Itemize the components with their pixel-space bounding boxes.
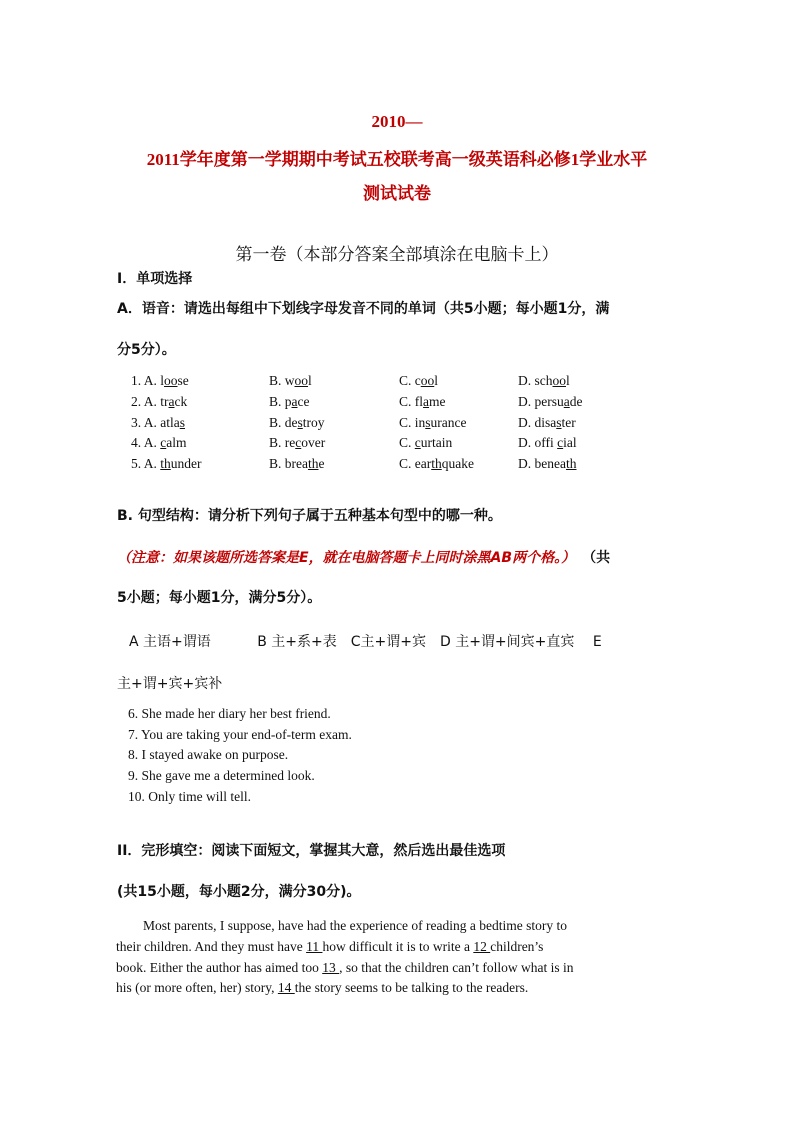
option-a: 4. A. calm <box>131 435 187 450</box>
underlined-letters: a <box>423 394 430 409</box>
underlined-letters: th <box>565 456 577 471</box>
cloze-blank: 11 <box>306 939 323 954</box>
option-c: C. insurance <box>399 415 467 430</box>
sentence-item: 7. You are taking your end-of-term exam. <box>128 727 352 742</box>
section2-sub: (共15小题，每小题2分，满分30分)。 <box>117 884 361 900</box>
partB-note-italic: （注意：如果该题所选答案是E，就在电脑答题卡上同时涂黑AB两个格。） <box>117 550 576 566</box>
sentence-item: 9. She gave me a determined look. <box>128 768 315 783</box>
sentence-type-options-line2: 主+谓+宾+宾补 <box>117 676 223 692</box>
underlined-letters: c <box>160 435 167 450</box>
underlined-letters: c <box>295 435 302 450</box>
underlined-letters: a <box>168 394 175 409</box>
underlined-letters: th <box>307 456 319 471</box>
underlined-letters: s <box>179 415 186 430</box>
underlined-letters: s <box>297 415 303 430</box>
sentence-item: 6. She made her diary her best friend. <box>128 706 331 721</box>
option-b: B. destroy <box>269 415 325 430</box>
underlined-letters: s <box>556 415 562 430</box>
underlined-letters: c <box>414 435 421 450</box>
cloze-blank: 13 <box>322 960 340 975</box>
passage-line: his (or more often, her) story, 14 the story seems to be talking to the readers. <box>116 980 529 995</box>
partA-instruction-line1: A．语音：请选出每组中下划线字母发音不同的单词（共5小题；每小题1分，满 <box>117 301 610 317</box>
option-d: D. persuade <box>518 394 583 409</box>
option-c: C. curtain <box>399 435 453 450</box>
partB-heading: B. 句型结构：请分析下列句子属于五种基本句型中的哪一种。 <box>117 508 502 524</box>
partB-note-line2: 5小题；每小题1分，满分5分）。 <box>117 590 322 606</box>
partA-instruction-line2: 分5分）。 <box>117 342 176 358</box>
option-d: D. school <box>518 373 570 388</box>
cloze-blank: 12 <box>473 939 491 954</box>
option-d: D. offi cial <box>518 435 577 450</box>
section2-heading <box>117 840 505 860</box>
option-d: D. beneath <box>518 456 577 471</box>
underlined-letters: oo <box>420 373 435 388</box>
title-line-2: 2011学年度第一学期期中考试五校联考高一级英语科必修1学业水平 <box>146 150 648 169</box>
underlined-letters: oo <box>294 373 309 388</box>
partB-note <box>117 547 610 567</box>
option-b: B. breathe <box>269 456 325 471</box>
underlined-letters: oo <box>164 373 178 388</box>
option-a: 2. A. track <box>131 394 188 409</box>
underlined-letters: oo <box>552 373 566 388</box>
underlined-letters: c <box>557 435 564 450</box>
passage-line: book. Either the author has aimed too 13 , so that the children can’t follow what is in <box>116 960 574 975</box>
option-c: C. cool <box>399 373 439 388</box>
sentence-item: 8. I stayed awake on purpose. <box>128 747 289 762</box>
option-d: D. disaster <box>518 415 576 430</box>
option-b: B. pace <box>269 394 310 409</box>
option-a: 5. A. thunder <box>131 456 202 471</box>
underlined-letters: a <box>291 394 298 409</box>
title-line-1: 2010— <box>371 112 423 131</box>
passage-line: their children. And they must have 11 how difficult it is to write a 12 children’s <box>116 939 544 954</box>
section2-heading-text: II．完形填空：阅读下面短文，掌握其大意，然后选出最佳选项 <box>117 843 506 859</box>
option-c: C. earthquake <box>399 456 474 471</box>
underlined-letters: a <box>563 394 570 409</box>
passage-line: Most parents, I suppose, have had the experience of reading a bedtime story to <box>116 918 567 933</box>
underlined-letters: s <box>425 415 431 430</box>
option-a: 3. A. atlas <box>131 415 186 430</box>
volume-heading: 第一卷（本部分答案全部填涂在电脑卡上） <box>235 245 559 265</box>
partB-note-tail: （共 <box>589 550 611 566</box>
underlined-letters: th <box>431 456 442 471</box>
option-b: B. recover <box>269 435 326 450</box>
title-line-3: 测试试卷 <box>363 184 431 203</box>
option-a: 1. A. loose <box>131 373 189 388</box>
underlined-letters: th <box>160 456 171 471</box>
cloze-blank: 14 <box>277 980 295 995</box>
sentence-item: 10. Only time will tell. <box>128 789 251 804</box>
section1-heading: I．单项选择 <box>117 271 193 287</box>
sentence-type-options: A 主语+谓语 B 主+系+表 C主+谓+宾 D 主+谓+间宾+直宾 E <box>129 634 602 650</box>
option-b: B. wool <box>269 373 312 388</box>
option-c: C. flame <box>399 394 446 409</box>
